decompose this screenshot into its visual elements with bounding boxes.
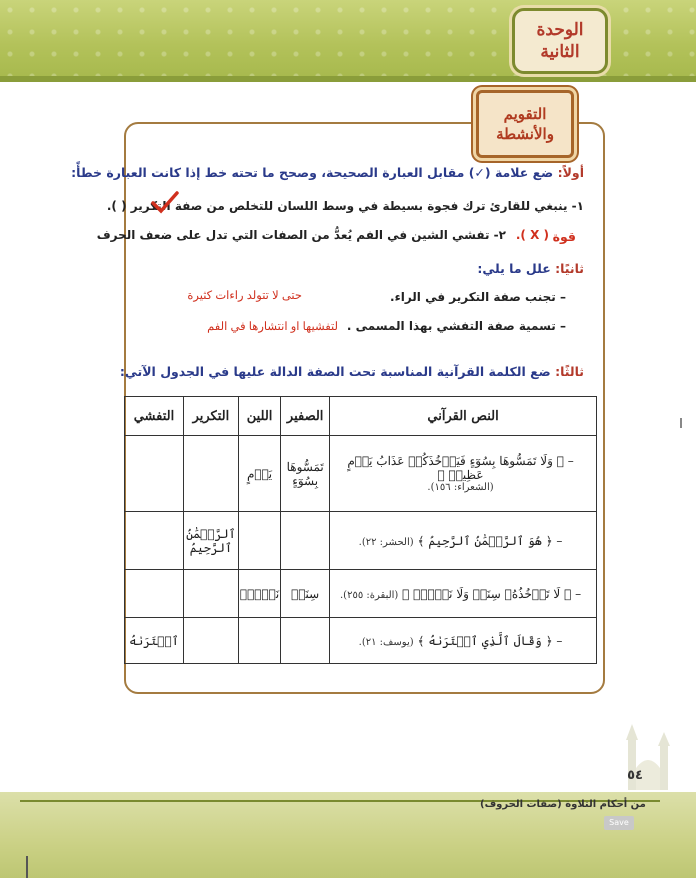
takreer-cell[interactable] <box>183 618 238 664</box>
tafashi-cell[interactable]: ٱشۡتَرَىٰهُ <box>125 618 184 664</box>
table-row <box>125 570 597 618</box>
takreer-cell[interactable] <box>183 436 238 512</box>
table-row <box>125 618 597 664</box>
header-tafashi: التفشي <box>125 397 184 436</box>
q3-number: ثالثًا: <box>555 364 584 379</box>
page-edge-marker <box>26 856 28 878</box>
check-mark-icon <box>150 190 180 214</box>
leen-cell[interactable]: نَوۡمٞۚ <box>238 570 280 618</box>
q1-item1: ١- ينبغي للقارئ ترك فجوة بسيطة في وسط اللسان للتخلص من صفة التكرير ( ). <box>106 199 584 213</box>
takreer-cell[interactable]: ٱلرَّحۡمَٰنُ ٱلرَّحِيمُ <box>183 512 238 570</box>
q3-heading <box>120 364 584 379</box>
tafashi-cell[interactable] <box>125 570 184 618</box>
verse-cell <box>330 618 597 664</box>
scroll-marker <box>680 418 682 428</box>
verse-reference: (الحشر: ٢٢). <box>358 536 414 548</box>
header-leen: اللين <box>238 397 280 436</box>
verse-reference: (يوسف: ٢١). <box>358 636 414 648</box>
q2-item2-answer: لتفشيها او انتشارها في الفم <box>207 321 338 333</box>
takreer-cell[interactable] <box>183 570 238 618</box>
verse-cell <box>330 512 597 570</box>
verse-text: – ﴿ لَا تَأۡخُذُهُۥ سِنَةٞ وَلَا نَوۡمٞۚ ﴾ <box>402 586 582 601</box>
section-badge <box>476 90 574 158</box>
table-row <box>125 436 597 512</box>
verse-text: – ﴿ وَلَا تَمَسُّوهَا بِسُوٓءٍ فَيَأۡخُذَكُمۡ عَذَابُ يَوۡمٍ عَظِيمٖ ﴾ <box>347 454 574 482</box>
q1-text: ضع علامة (✓) مقابل العبارة الصحيحة، وصحح ما تحته خط إذا كانت العبارة خطأً: <box>71 165 554 180</box>
q2-text: علل ما يلي: <box>477 261 551 276</box>
q2-item2: – تسمية صفة التفشي بهذا المسمى . <box>346 319 566 333</box>
q2-item1-answer: حتى لا تتولد راءات كثيرة <box>187 290 302 302</box>
verse-reference: (الشعراء: ١٥٦). <box>427 482 494 493</box>
q1-heading <box>71 165 584 180</box>
q1-item2-correction: قوة <box>552 229 576 244</box>
q1-item2: ٢- تفشي الشين في الفم يُعدُّ من الصفات التي تدل على ضعف الحرف <box>96 228 506 242</box>
q2-item1: – تجنب صفة التكرير في الراء. <box>390 290 566 304</box>
table-row <box>125 512 597 570</box>
tafashi-cell[interactable] <box>125 436 184 512</box>
q2-number: ثانيًا: <box>555 261 584 276</box>
table-header-row <box>125 397 597 436</box>
leen-cell[interactable]: يَوۡمٍ <box>238 436 280 512</box>
leen-cell[interactable] <box>238 512 280 570</box>
verse-cell <box>330 436 597 512</box>
tafashi-cell[interactable] <box>125 512 184 570</box>
leen-cell[interactable] <box>238 618 280 664</box>
verse-cell <box>330 570 597 618</box>
safeer-cell[interactable] <box>281 512 330 570</box>
safeer-cell[interactable] <box>281 618 330 664</box>
header-quran-text: النص القرآني <box>330 397 597 436</box>
verse-text: – ﴿ وَقَالَ ٱلَّذِي ٱشۡتَرَىٰهُ ﴾ <box>417 633 563 648</box>
unit-title-line2: الثانية <box>540 42 580 62</box>
header-safeer: الصفير <box>281 397 330 436</box>
verse-text: – ﴿ هُوَ ٱلرَّحۡمَٰنُ ٱلرَّحِيمُ ﴾ <box>417 533 563 548</box>
section-title-line2: والأنشطة <box>496 125 554 143</box>
safeer-cell[interactable]: تَمَسُّوهَا بِسُوٓءٍ <box>281 436 330 512</box>
verse-reference: (البقرة: ٢٥٥). <box>339 589 399 601</box>
header-takreer: التكرير <box>183 397 238 436</box>
q1-item2-mark: ( X ). <box>515 228 549 242</box>
page-number: ٥٤ <box>627 768 643 783</box>
footer-title: من أحكام التلاوة (صفات الحروف) <box>480 799 646 810</box>
q2-heading <box>477 261 584 276</box>
q1-number: أولاً: <box>557 165 584 180</box>
classification-table <box>124 396 597 664</box>
safeer-cell[interactable]: سِنَةٞ <box>281 570 330 618</box>
unit-badge <box>512 8 608 74</box>
section-title-line1: التقويم <box>503 105 547 123</box>
unit-title-line1: الوحدة <box>536 20 584 40</box>
save-button[interactable]: Save <box>604 816 634 830</box>
q3-text: ضع الكلمة القرآنية المناسبة تحت الصفة الدالة عليها في الجدول الآتي: <box>119 364 551 379</box>
